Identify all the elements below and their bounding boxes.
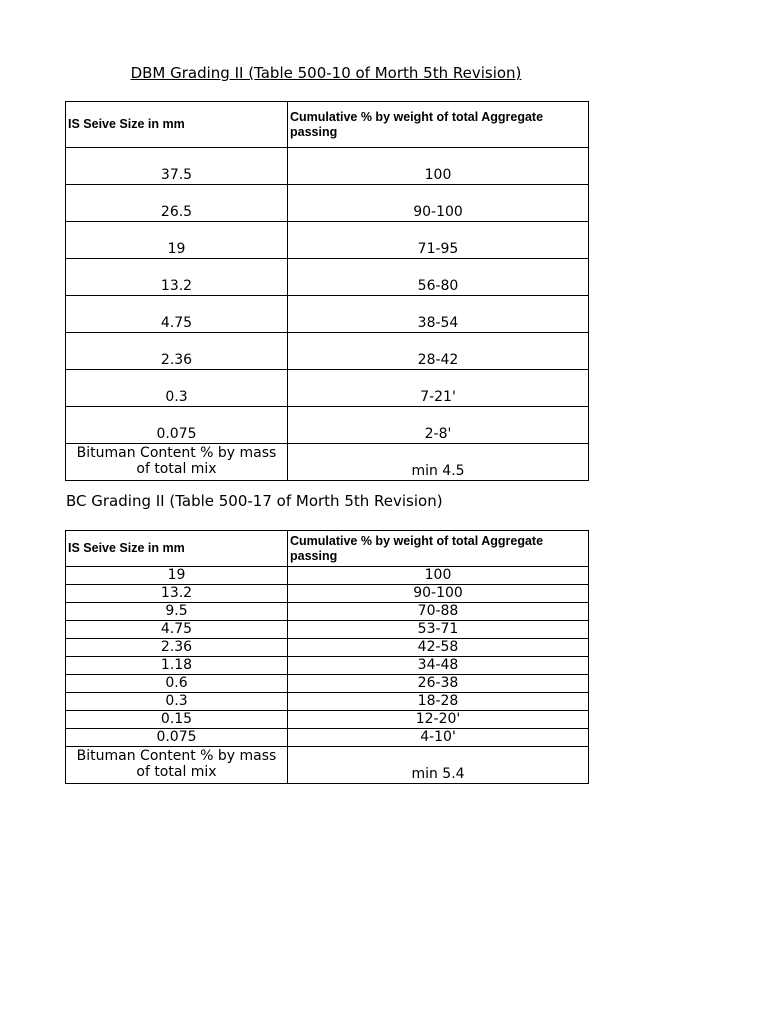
- table-header-row: [66, 531, 589, 567]
- bitumen-content-value: min 4.5: [288, 444, 589, 481]
- sieve-size-cell: 2.36: [66, 333, 288, 370]
- sieve-size-header: IS Seive Size in mm: [66, 102, 288, 148]
- sieve-size-cell: 4.75: [66, 621, 288, 639]
- table-row: [66, 333, 589, 370]
- sieve-size-header: IS Seive Size in mm: [66, 531, 288, 567]
- table-row: [66, 621, 589, 639]
- table-row: [66, 407, 589, 444]
- sieve-size-cell: 19: [66, 222, 288, 259]
- cumulative-passing-cell: 28-42: [288, 333, 589, 370]
- table-row: [66, 729, 589, 747]
- sieve-size-cell: 26.5: [66, 185, 288, 222]
- table-row: [66, 148, 589, 185]
- sieve-size-cell: 0.6: [66, 675, 288, 693]
- table-row: [66, 370, 589, 407]
- sieve-size-cell: 0.15: [66, 711, 288, 729]
- sieve-size-cell: 2.36: [66, 639, 288, 657]
- bitumen-content-label: Bituman Content % by mass of total mix: [66, 747, 288, 784]
- table-row: [66, 693, 589, 711]
- bitumen-content-value: min 5.4: [288, 747, 589, 784]
- cumulative-passing-cell: 90-100: [288, 585, 589, 603]
- table-row: [66, 296, 589, 333]
- table-header-row: [66, 102, 589, 148]
- table-row: [66, 222, 589, 259]
- cumulative-passing-cell: 70-88: [288, 603, 589, 621]
- sieve-size-cell: 9.5: [66, 603, 288, 621]
- bitumen-content-row: [66, 747, 589, 784]
- cumulative-passing-cell: 7-21': [288, 370, 589, 407]
- cumulative-passing-cell: 90-100: [288, 185, 589, 222]
- sieve-size-cell: 4.75: [66, 296, 288, 333]
- table-row: [66, 603, 589, 621]
- sieve-size-cell: 1.18: [66, 657, 288, 675]
- sieve-size-cell: 37.5: [66, 148, 288, 185]
- cumulative-passing-cell: 100: [288, 148, 589, 185]
- cumulative-passing-header: Cumulative % by weight of total Aggregate passing: [288, 531, 589, 567]
- bitumen-content-row: [66, 444, 589, 481]
- cumulative-passing-cell: 56-80: [288, 259, 589, 296]
- cumulative-passing-header: Cumulative % by weight of total Aggregate passing: [288, 102, 589, 148]
- cumulative-passing-cell: 100: [288, 567, 589, 585]
- cumulative-passing-cell: 34-48: [288, 657, 589, 675]
- table-row: [66, 259, 589, 296]
- cumulative-passing-cell: 38-54: [288, 296, 589, 333]
- table-row: [66, 585, 589, 603]
- sieve-size-cell: 0.075: [66, 729, 288, 747]
- sieve-size-cell: 13.2: [66, 259, 288, 296]
- table-row: [66, 711, 589, 729]
- dbm-table-title: DBM Grading II (Table 500-10 of Morth 5th Revision): [130, 64, 522, 82]
- cumulative-passing-cell: 42-58: [288, 639, 589, 657]
- bitumen-content-label: Bituman Content % by mass of total mix: [66, 444, 288, 481]
- sieve-size-cell: 13.2: [66, 585, 288, 603]
- bc-grading-table: [65, 530, 589, 784]
- sieve-size-cell: 19: [66, 567, 288, 585]
- cumulative-passing-cell: 26-38: [288, 675, 589, 693]
- cumulative-passing-cell: 53-71: [288, 621, 589, 639]
- table-row: [66, 657, 589, 675]
- bc-table-title: BC Grading II (Table 500-17 of Morth 5th Revision): [66, 492, 443, 510]
- cumulative-passing-cell: 4-10': [288, 729, 589, 747]
- cumulative-passing-cell: 12-20': [288, 711, 589, 729]
- dbm-grading-table: [65, 101, 589, 481]
- sieve-size-cell: 0.3: [66, 370, 288, 407]
- cumulative-passing-cell: 2-8': [288, 407, 589, 444]
- sieve-size-cell: 0.075: [66, 407, 288, 444]
- table-row: [66, 185, 589, 222]
- cumulative-passing-cell: 18-28: [288, 693, 589, 711]
- sieve-size-cell: 0.3: [66, 693, 288, 711]
- table-row: [66, 675, 589, 693]
- table-row: [66, 567, 589, 585]
- table-row: [66, 639, 589, 657]
- cumulative-passing-cell: 71-95: [288, 222, 589, 259]
